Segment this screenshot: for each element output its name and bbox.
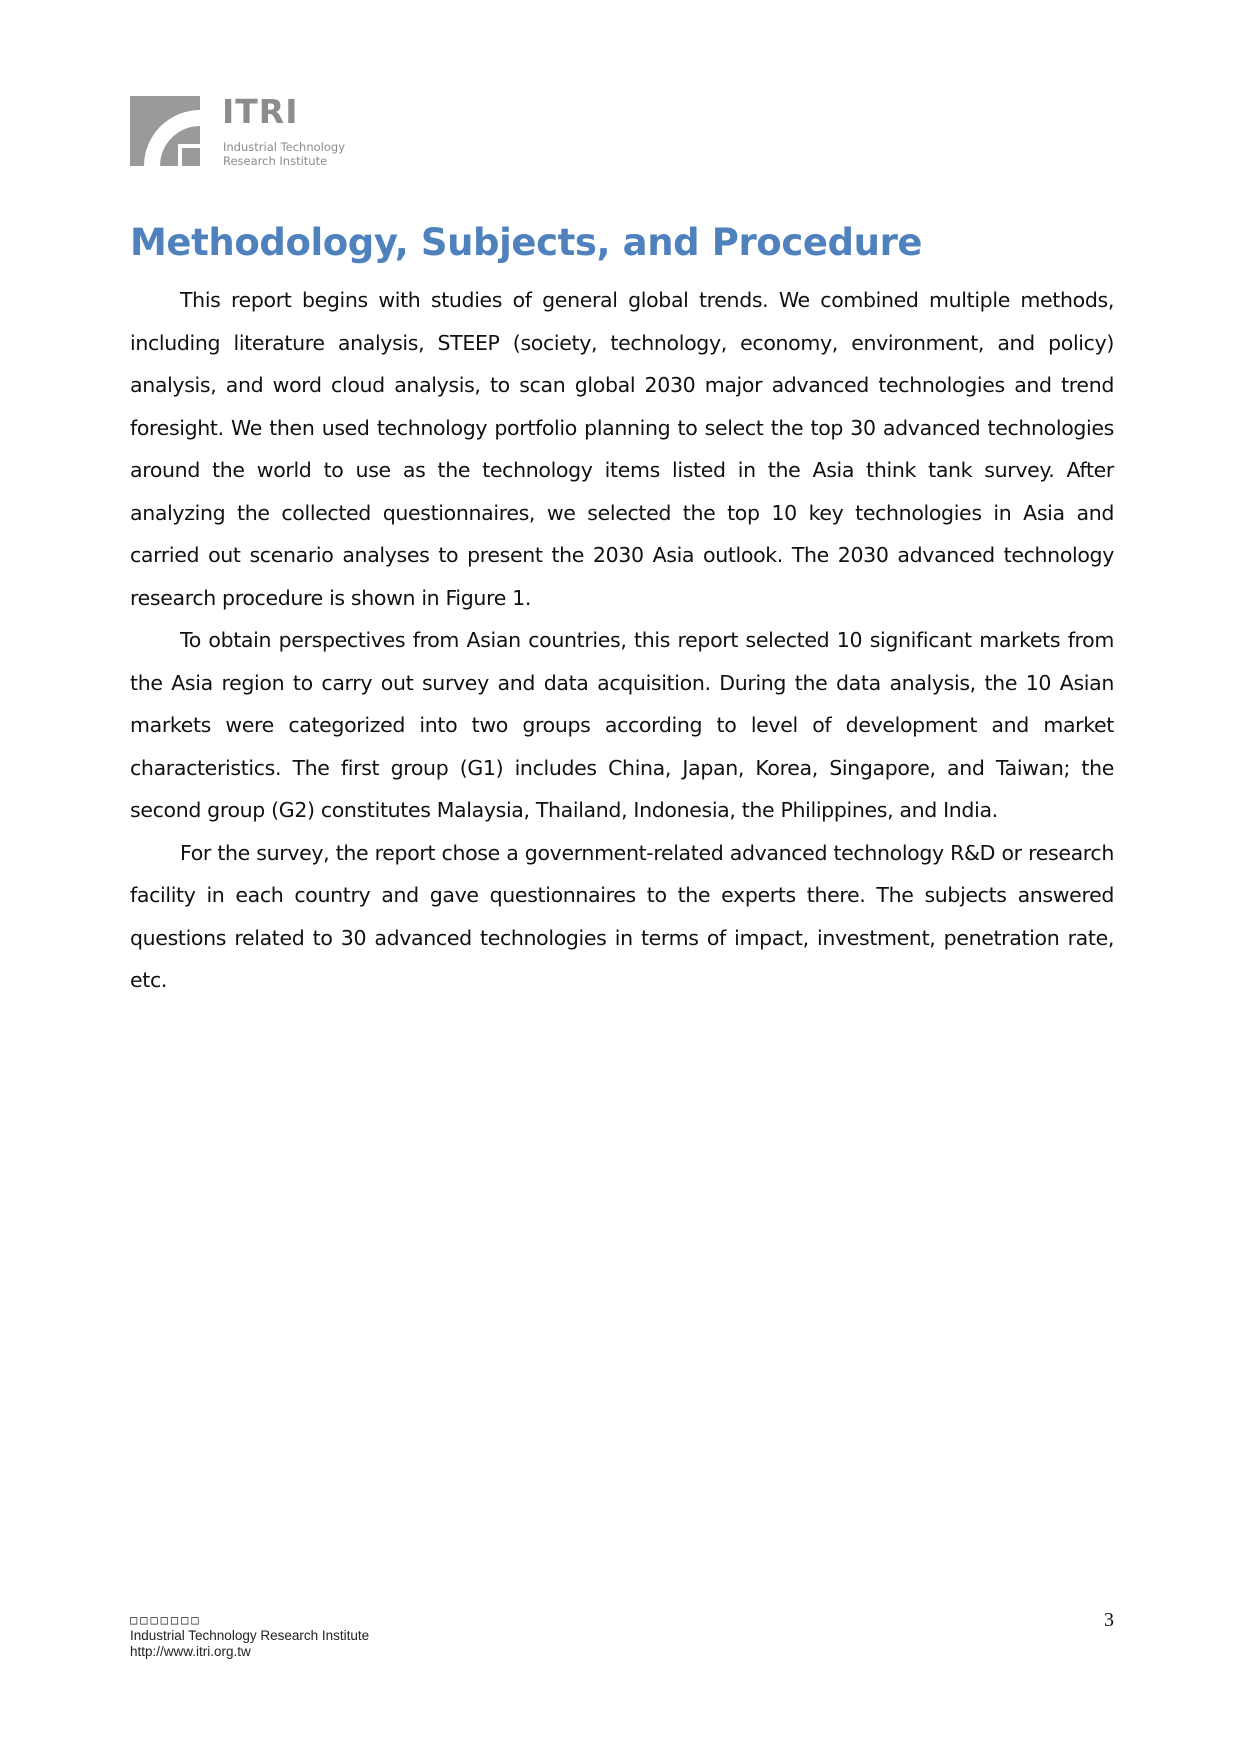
itri-logo (130, 92, 360, 168)
footer-org-cjk-name: □□□□□□□ (130, 1613, 202, 1627)
paragraph-methodology: This report begins with studies of general global trends. We combined multiple methods, including literature analysis, STEEP (society, technology, economy, environment, and policy) analysis, and word cloud analysis, to scan global 2030 major advanced technologies and trend foresight. We then used technology portfolio planning to select the top 30 advanced technologies around the world to use as the technology items listed in the Asia think tank survey. After analyzing the collected questionnaires, we selected the top 10 key technologies in Asia and carried out scenario analyses to present the 2030 Asia outlook. The 2030 advanced technology research procedure is shown in Figure 1. (130, 288, 1114, 610)
itri-logo-mark-icon (130, 96, 200, 166)
page-footer (130, 1612, 369, 1660)
footer-url: http://www.itri.org.tw (130, 1644, 251, 1659)
body-text (130, 279, 1114, 1002)
section-title: Methodology, Subjects, and Procedure (130, 221, 923, 264)
footer-org-name: Industrial Technology Research Institute (130, 1628, 370, 1643)
logo-subtitle-line1: Industrial Technology (223, 140, 346, 154)
logo-subtitle-line2: Research Institute (223, 154, 328, 168)
paragraph-subjects: To obtain perspectives from Asian countries, this report selected 10 significant markets from the Asia region to carry out survey and data acquisition. During the data analysis, the 10 Asian markets were categorized into two groups according to level of development and market characteristics. The first group (G1) includes China, Japan, Korea, Singapore, and Taiwan; the second group (G2) constitutes Malaysia, Thailand, Indonesia, the Philippines, and India. (130, 628, 1114, 822)
paragraph-procedure: For the survey, the report chose a government-related advanced technology R&D or research facility in each country and gave questionnaires to the experts there. The subjects answered questions related to 30 advanced technologies in terms of impact, investment, penetration rate, etc. (130, 840, 1114, 992)
page-number: 3 (1104, 1609, 1114, 1631)
logo-wordmark: ITRI (222, 92, 299, 131)
